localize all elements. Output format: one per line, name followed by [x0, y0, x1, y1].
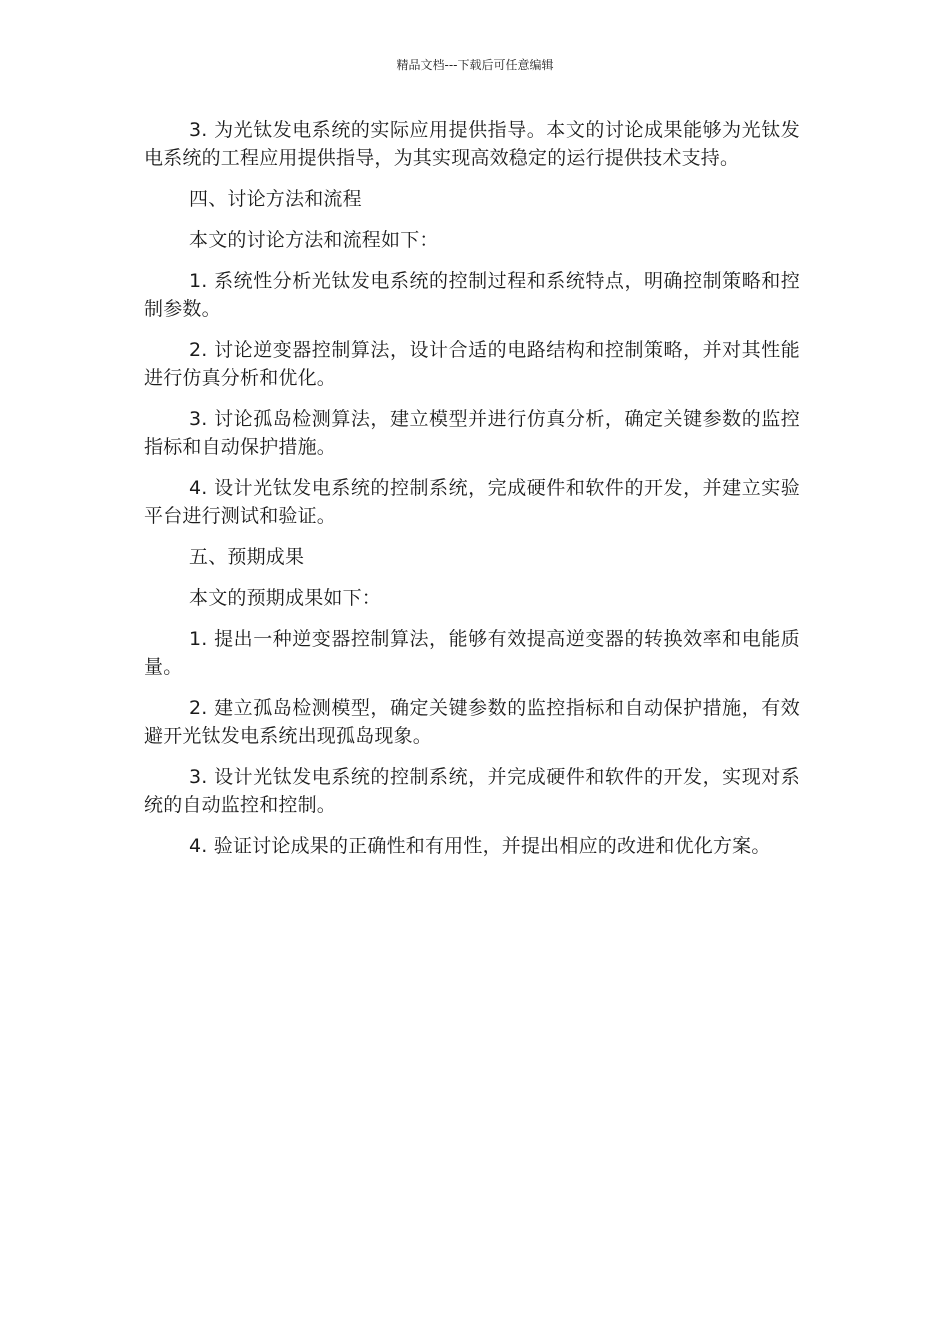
list-item-outcome-1: 1. 提出一种逆变器控制算法，能够有效提高逆变器的转换效率和电能质量。	[144, 628, 800, 678]
section-heading-outcomes: 五、预期成果	[189, 546, 305, 568]
page-header: 精品文档---下载后可任意编辑	[396, 58, 554, 72]
section-heading-methods: 四、讨论方法和流程	[189, 188, 362, 210]
list-item-outcome-4: 4. 验证讨论成果的正确性和有用性，并提出相应的改进和优化方案。	[189, 835, 771, 857]
list-item-outcome-2: 2. 建立孤岛检测模型，确定关键参数的监控指标和自动保护措施，有效避开光钛发电系统出现孤岛现象。	[144, 697, 800, 747]
document-body	[144, 116, 800, 873]
list-item-method-3: 3. 讨论孤岛检测算法，建立模型并进行仿真分析，确定关键参数的监控指标和自动保护措施。	[144, 408, 800, 458]
list-item-outcome-3: 3. 设计光钛发电系统的控制系统，并完成硬件和软件的开发，实现对系统的自动监控和控制。	[144, 766, 800, 816]
paragraph-outcomes-intro: 本文的预期成果如下：	[189, 587, 382, 609]
list-item-method-4: 4. 设计光钛发电系统的控制系统，完成硬件和软件的开发，并建立实验平台进行测试和验证。	[144, 477, 800, 527]
list-item-method-2: 2. 讨论逆变器控制算法，设计合适的电路结构和控制策略，并对其性能进行仿真分析和优化。	[144, 339, 800, 389]
list-item-method-1: 1. 系统性分析光钛发电系统的控制过程和系统特点，明确控制策略和控制参数。	[144, 270, 800, 320]
paragraph-goal-3: 3. 为光钛发电系统的实际应用提供指导。本文的讨论成果能够为光钛发电系统的工程应用提供指导，为其实现高效稳定的运行提供技术支持。	[144, 119, 800, 169]
paragraph-methods-intro: 本文的讨论方法和流程如下：	[189, 229, 439, 251]
